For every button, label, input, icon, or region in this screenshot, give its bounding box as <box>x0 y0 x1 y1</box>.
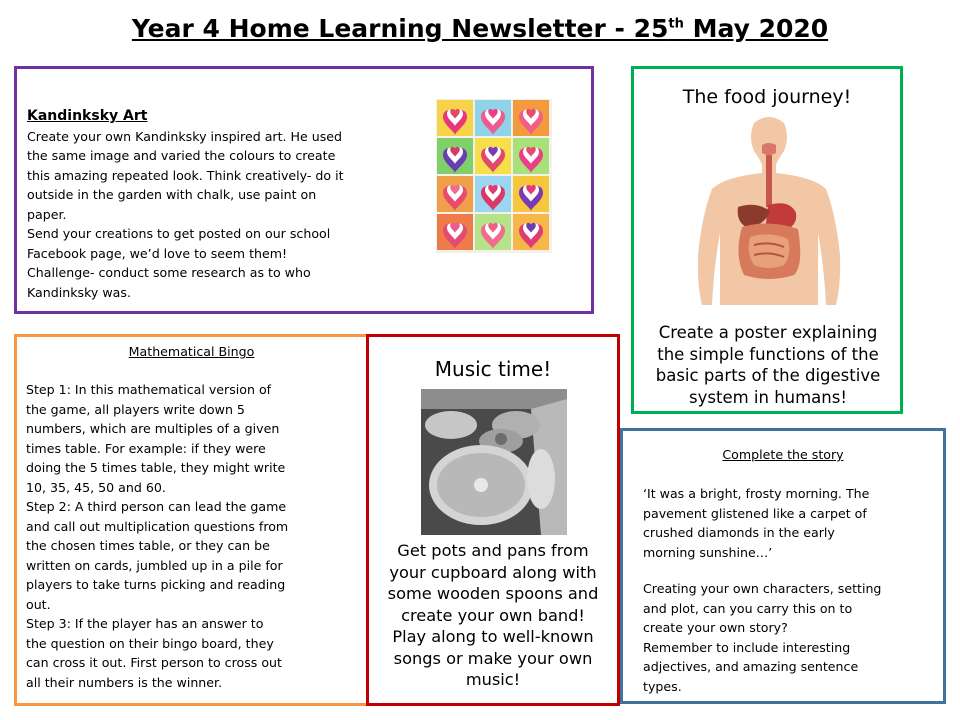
bingo-text-line: the question on their bingo board, they <box>26 635 274 651</box>
music-text-line: some wooden spoons and <box>387 584 599 603</box>
food-text <box>638 322 898 408</box>
food-text-line: basic parts of the digestive <box>655 366 881 385</box>
bingo-text-line: Step 1: In this mathematical version of <box>26 382 272 397</box>
music-title: Music time! <box>434 357 552 381</box>
music-panel <box>366 334 620 706</box>
story-quote-line: pavement glistened like a carpet of <box>643 505 867 521</box>
story-text-line: and plot, can you carry this on to <box>643 600 853 616</box>
story-text-line: adjectives, and amazing sentence <box>643 659 859 674</box>
bingo-text-line: numbers, which are multiples of a given <box>26 421 280 436</box>
story-text <box>643 579 939 696</box>
music-text-line: songs or make your own <box>393 648 593 668</box>
bingo-text-line: out. <box>26 596 51 612</box>
story-text-line: create your own story? <box>643 620 788 635</box>
art-heading: Kandinksky Art <box>27 108 148 124</box>
story-quote-line: crushed diamonds in the early <box>643 525 835 540</box>
food-text-line: the simple functions of the <box>657 344 879 364</box>
art-text <box>27 127 427 303</box>
music-text-line: your cupboard along with <box>389 562 597 582</box>
art-text-line: this amazing repeated look. Think creatively- do it <box>27 167 344 183</box>
story-quote-line: ‘It was a bright, frosty morning. The <box>643 486 870 501</box>
art-text-line: Facebook page, we’d love to seem them! <box>27 245 288 261</box>
newsletter-title: Year 4 Home Learning Newsletter - 25th May 2020 <box>131 14 829 43</box>
pots-and-pans-icon <box>421 389 567 535</box>
bingo-text-line: the game, all players write down 5 <box>26 401 245 417</box>
art-text-line: Kandinksky was. <box>27 284 131 300</box>
story-text-line: Remember to include interesting <box>643 639 851 655</box>
art-text-line: Send your creations to get posted on our school <box>27 226 331 241</box>
story-text-line: types. <box>643 678 682 694</box>
art-panel <box>14 66 594 314</box>
bingo-text-line: doing the 5 times table, they might write <box>26 460 286 475</box>
music-text-line: create your own band! <box>401 605 585 625</box>
food-title: The food journey! <box>682 86 852 108</box>
story-heading: Complete the story <box>722 447 844 462</box>
music-text-line: Play along to well-known <box>392 627 594 646</box>
food-text-line: system in humans! <box>689 387 847 407</box>
story-quote-line: morning sunshine…’ <box>643 544 773 560</box>
story-text-line: Creating your own characters, setting <box>643 581 882 596</box>
bingo-text <box>26 380 361 692</box>
art-text-line: outside in the garden with chalk, use paint on <box>27 187 317 202</box>
bingo-text-line: Step 2: A third person can lead the game <box>26 499 287 514</box>
story-quote <box>643 484 939 562</box>
bingo-text-line: times table. For example: if they were <box>26 440 266 456</box>
bingo-text-line: and call out multiplication questions from <box>26 518 289 534</box>
digestive-system-icon <box>694 115 844 305</box>
bingo-text-line: written on cards, jumbled up in a pile for <box>26 557 283 573</box>
bingo-text-line: all their numbers is the winner. <box>26 674 223 690</box>
bingo-text-line: the chosen times table, or they can be <box>26 538 270 553</box>
food-journey-panel <box>631 66 903 414</box>
bingo-text-line: Step 3: If the player has an answer to <box>26 616 264 631</box>
bingo-text-line: can cross it out. First person to cross out <box>26 655 282 670</box>
bingo-text-line: players to take turns picking and reading <box>26 577 286 592</box>
kandinsky-hearts-icon <box>436 99 552 253</box>
bingo-heading: Mathematical Bingo <box>128 344 255 359</box>
art-text-line: Challenge- conduct some research as to who <box>27 265 311 280</box>
story-panel <box>620 428 946 704</box>
bingo-text-line: 10, 35, 45, 50 and 60. <box>26 479 166 495</box>
bingo-panel <box>14 334 369 706</box>
music-text-line: Get pots and pans from <box>397 541 589 560</box>
art-text-line: Create your own Kandinksky inspired art. He used <box>27 128 343 144</box>
art-text-line: the same image and varied the colours to create <box>27 148 336 163</box>
food-text-line: Create a poster explaining <box>658 323 878 342</box>
music-text-line: music! <box>465 670 521 689</box>
music-text <box>369 540 617 691</box>
art-text-line: paper. <box>27 206 67 222</box>
